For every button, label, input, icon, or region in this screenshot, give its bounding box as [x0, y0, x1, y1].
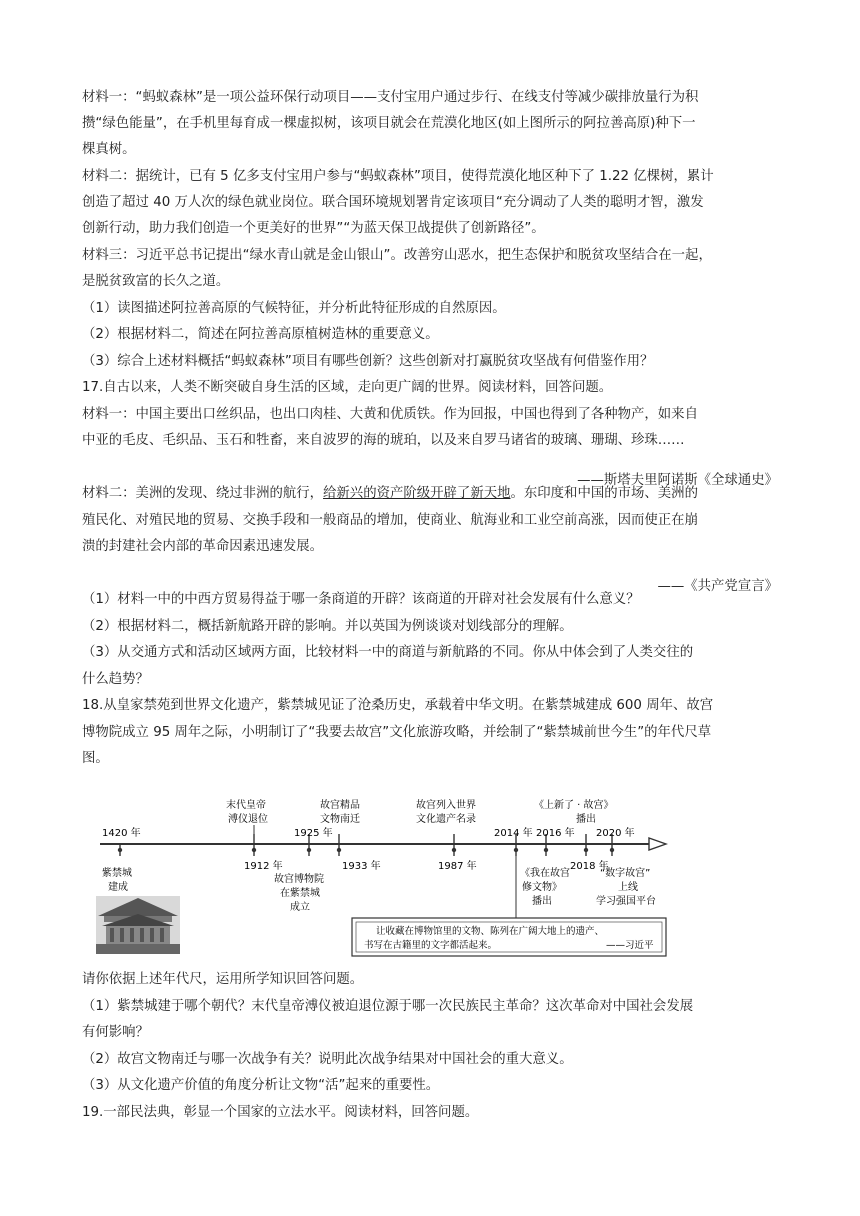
q16-material-1-line-2: 攒“绿色能量”，在手机里每育成一棵虚拟树，该项目就会在荒漠化地区(如上图所示的阿拉善高原)种下一	[82, 116, 696, 131]
q16-material-3-line-1: 材料三：习近平总书记提出“绿水青山就是金山银山”。改善穷山恶水，把生态保护和脱贫攻坚结合在一起，	[82, 248, 712, 263]
timeline-arrow-icon	[649, 838, 666, 850]
year-label-1925: 1925 年	[294, 828, 333, 839]
event-restore-relics-1: 《我在故宫	[520, 868, 570, 879]
q17-underlined-phrase: 给新兴的资产阶级开辟了新天地	[323, 486, 511, 501]
forbidden-city-timeline	[94, 794, 668, 958]
q19-intro: 19.一部民法典，彰显一个国家的立法水平。阅读材料，回答问题。	[82, 1105, 479, 1120]
q16-sub-question-3: （3）综合上述材料概括“蚂蚁森林”项目有哪些创新？这些创新对打赢脱贫攻坚战有何借鉴作用？	[82, 354, 654, 369]
event-restore-relics-2: 修文物》	[522, 882, 562, 893]
q18-intro-line-1: 18.从皇家禁苑到世界文化遗产，紫禁城见证了沧桑历史，承载着中华文明。在紫禁城建成 600 周年、故宫	[82, 698, 714, 713]
q18-prompt: 请你依据上述年代尺，运用所学知识回答问题。	[82, 972, 364, 987]
q17-material-2-line-3: 溃的封建社会内部的革命因素迅速发展。	[82, 539, 324, 554]
q17-sub-question-3-line-1: （3）从交通方式和活动区域两方面，比较材料一中的商道与新航路的不同。你从中体会到了人类交往的	[82, 645, 694, 660]
event-world-heritage-1: 故宫列入世界	[416, 800, 476, 811]
q18-sub-question-1-line-1: （1）紫禁城建于哪个朝代？末代皇帝溥仪被迫退位源于哪一次民族民主革命？这次革命对中国社会发展	[82, 999, 694, 1014]
event-relics-south-2: 文物南迁	[320, 814, 360, 825]
q17-material-1-line-2: 中亚的毛皮、毛织品、玉石和牲畜，来自波罗的海的琥珀，以及来自罗马诸省的玻璃、珊瑚、珍珠……	[82, 433, 685, 448]
q16-material-1-line-3: 棵真树。	[82, 142, 136, 157]
q17-material-2-line-1	[82, 481, 698, 507]
event-digital-palace-3: 学习强国平台	[596, 896, 656, 907]
q16-material-2-line-1: 材料二：据统计，已有 5 亿多支付宝用户参与“蚂蚁森林”项目，使得荒漠化地区种下了 1.22 亿棵树，累计	[82, 169, 714, 184]
event-palace-museum-3: 成立	[290, 902, 310, 913]
event-forbidden-city-built-1: 紫禁城	[102, 868, 132, 879]
event-puyi-abdicate-1: 末代皇帝	[226, 800, 266, 811]
event-digital-palace-1: “数字故宫”	[600, 868, 651, 879]
event-world-heritage-2: 文化遗产名录	[416, 814, 476, 825]
q17-material-2-text-b: 。东印度和中国的市场、美洲的	[510, 486, 698, 501]
year-label-1987: 1987 年	[438, 861, 477, 872]
q16-sub-question-2: （2）根据材料二，简述在阿拉善高原植树造林的重要意义。	[82, 327, 439, 342]
q17-sub-question-2: （2）根据材料二，概括新航路开辟的影响。并以英国为例谈谈对划线部分的理解。	[82, 619, 573, 634]
q16-material-2-line-3: 创新行动，助力我们创造一个更美好的世界”“为蓝天保卫战提供了创新路径”。	[82, 221, 545, 236]
q18-intro-line-3: 图。	[82, 751, 109, 766]
q18-sub-question-2: （2）故宫文物南迁与哪一次战争有关？说明此次战争结果对中国社会的重大意义。	[82, 1052, 573, 1067]
q17-material-2-line-2: 殖民化、对殖民地的贸易、交换手段和一般商品的增加，使商业、航海业和工业空前高涨，因而使正在崩	[82, 513, 698, 528]
quote-line-1: 让收藏在博物馆里的文物、陈列在广阔大地上的遗产、	[376, 926, 605, 937]
q17-material-2-source: ——《共产党宣言》	[657, 579, 778, 595]
event-palace-museum-1: 故宫博物院	[274, 874, 324, 885]
q17-material-2-text-a: 材料二：美洲的发现、绕过非洲的航行，	[82, 486, 324, 501]
q16-material-2-line-2: 创造了超过 40 万人次的绿色就业岗位。联合国环境规划署肯定该项目“充分调动了人类的聪明才智，激发	[82, 195, 704, 210]
event-puyi-abdicate-2: 溥仪退位	[228, 814, 268, 825]
event-relics-south-1: 故宫精品	[320, 800, 360, 811]
q17-material-1-source: ——斯塔夫里阿诺斯《全球通史》	[577, 473, 778, 489]
event-shangxin-2: 播出	[576, 814, 596, 825]
year-label-1420: 1420 年	[102, 828, 141, 839]
q17-intro: 17.自古以来，人类不断突破自身生活的区域，走向更广阔的世界。阅读材料，回答问题。	[82, 380, 613, 395]
q16-material-1-line-1: 材料一：“蚂蚁森林”是一项公益环保行动项目——支付宝用户通过步行、在线支付等减少碳排放量行为积	[82, 90, 699, 105]
q17-material-1-line-1: 材料一：中国主要出口丝织品，也出口肉桂、大黄和优质铁。作为回报，中国也得到了各种物产，如来自	[82, 407, 698, 422]
year-label-2018: 2018 年	[570, 861, 609, 872]
event-shangxin-1: 《上新了 · 故宫》	[534, 800, 614, 811]
year-label-2016: 2016 年	[536, 828, 575, 839]
year-label-2020: 2020 年	[596, 828, 635, 839]
event-digital-palace-2: 上线	[618, 882, 638, 893]
event-restore-relics-3: 播出	[532, 896, 552, 907]
quote-line-2: 书写在古籍里的文字都活起来。	[364, 940, 498, 951]
q16-material-3-line-2: 是脱贫致富的长久之道。	[82, 274, 230, 289]
quote-source: ——习近平	[606, 940, 654, 951]
q18-sub-question-3: （3）从文化遗产价值的角度分析让文物“活”起来的重要性。	[82, 1078, 440, 1093]
event-forbidden-city-built-2: 建成	[108, 882, 128, 893]
year-label-1933: 1933 年	[342, 861, 381, 872]
year-label-1912: 1912 年	[244, 861, 283, 872]
q17-sub-question-1: （1）材料一中的中西方贸易得益于哪一条商道的开辟？该商道的开辟对社会发展有什么意义？	[82, 592, 640, 607]
q18-sub-question-1-line-2: 有何影响？	[82, 1025, 149, 1040]
q17-sub-question-3-line-2: 什么趋势？	[82, 672, 149, 687]
event-palace-museum-2: 在紫禁城	[280, 888, 320, 899]
palace-building-image	[96, 896, 180, 954]
q16-sub-question-1: （1）读图描述阿拉善高原的气候特征，并分析此特征形成的自然原因。	[82, 301, 506, 316]
q18-intro-line-2: 博物院成立 95 周年之际，小明制订了“我要去故宫”文化旅游攻略，并绘制了“紫禁城前世今生”的年代尺草	[82, 725, 712, 740]
year-label-2014: 2014 年	[494, 828, 533, 839]
